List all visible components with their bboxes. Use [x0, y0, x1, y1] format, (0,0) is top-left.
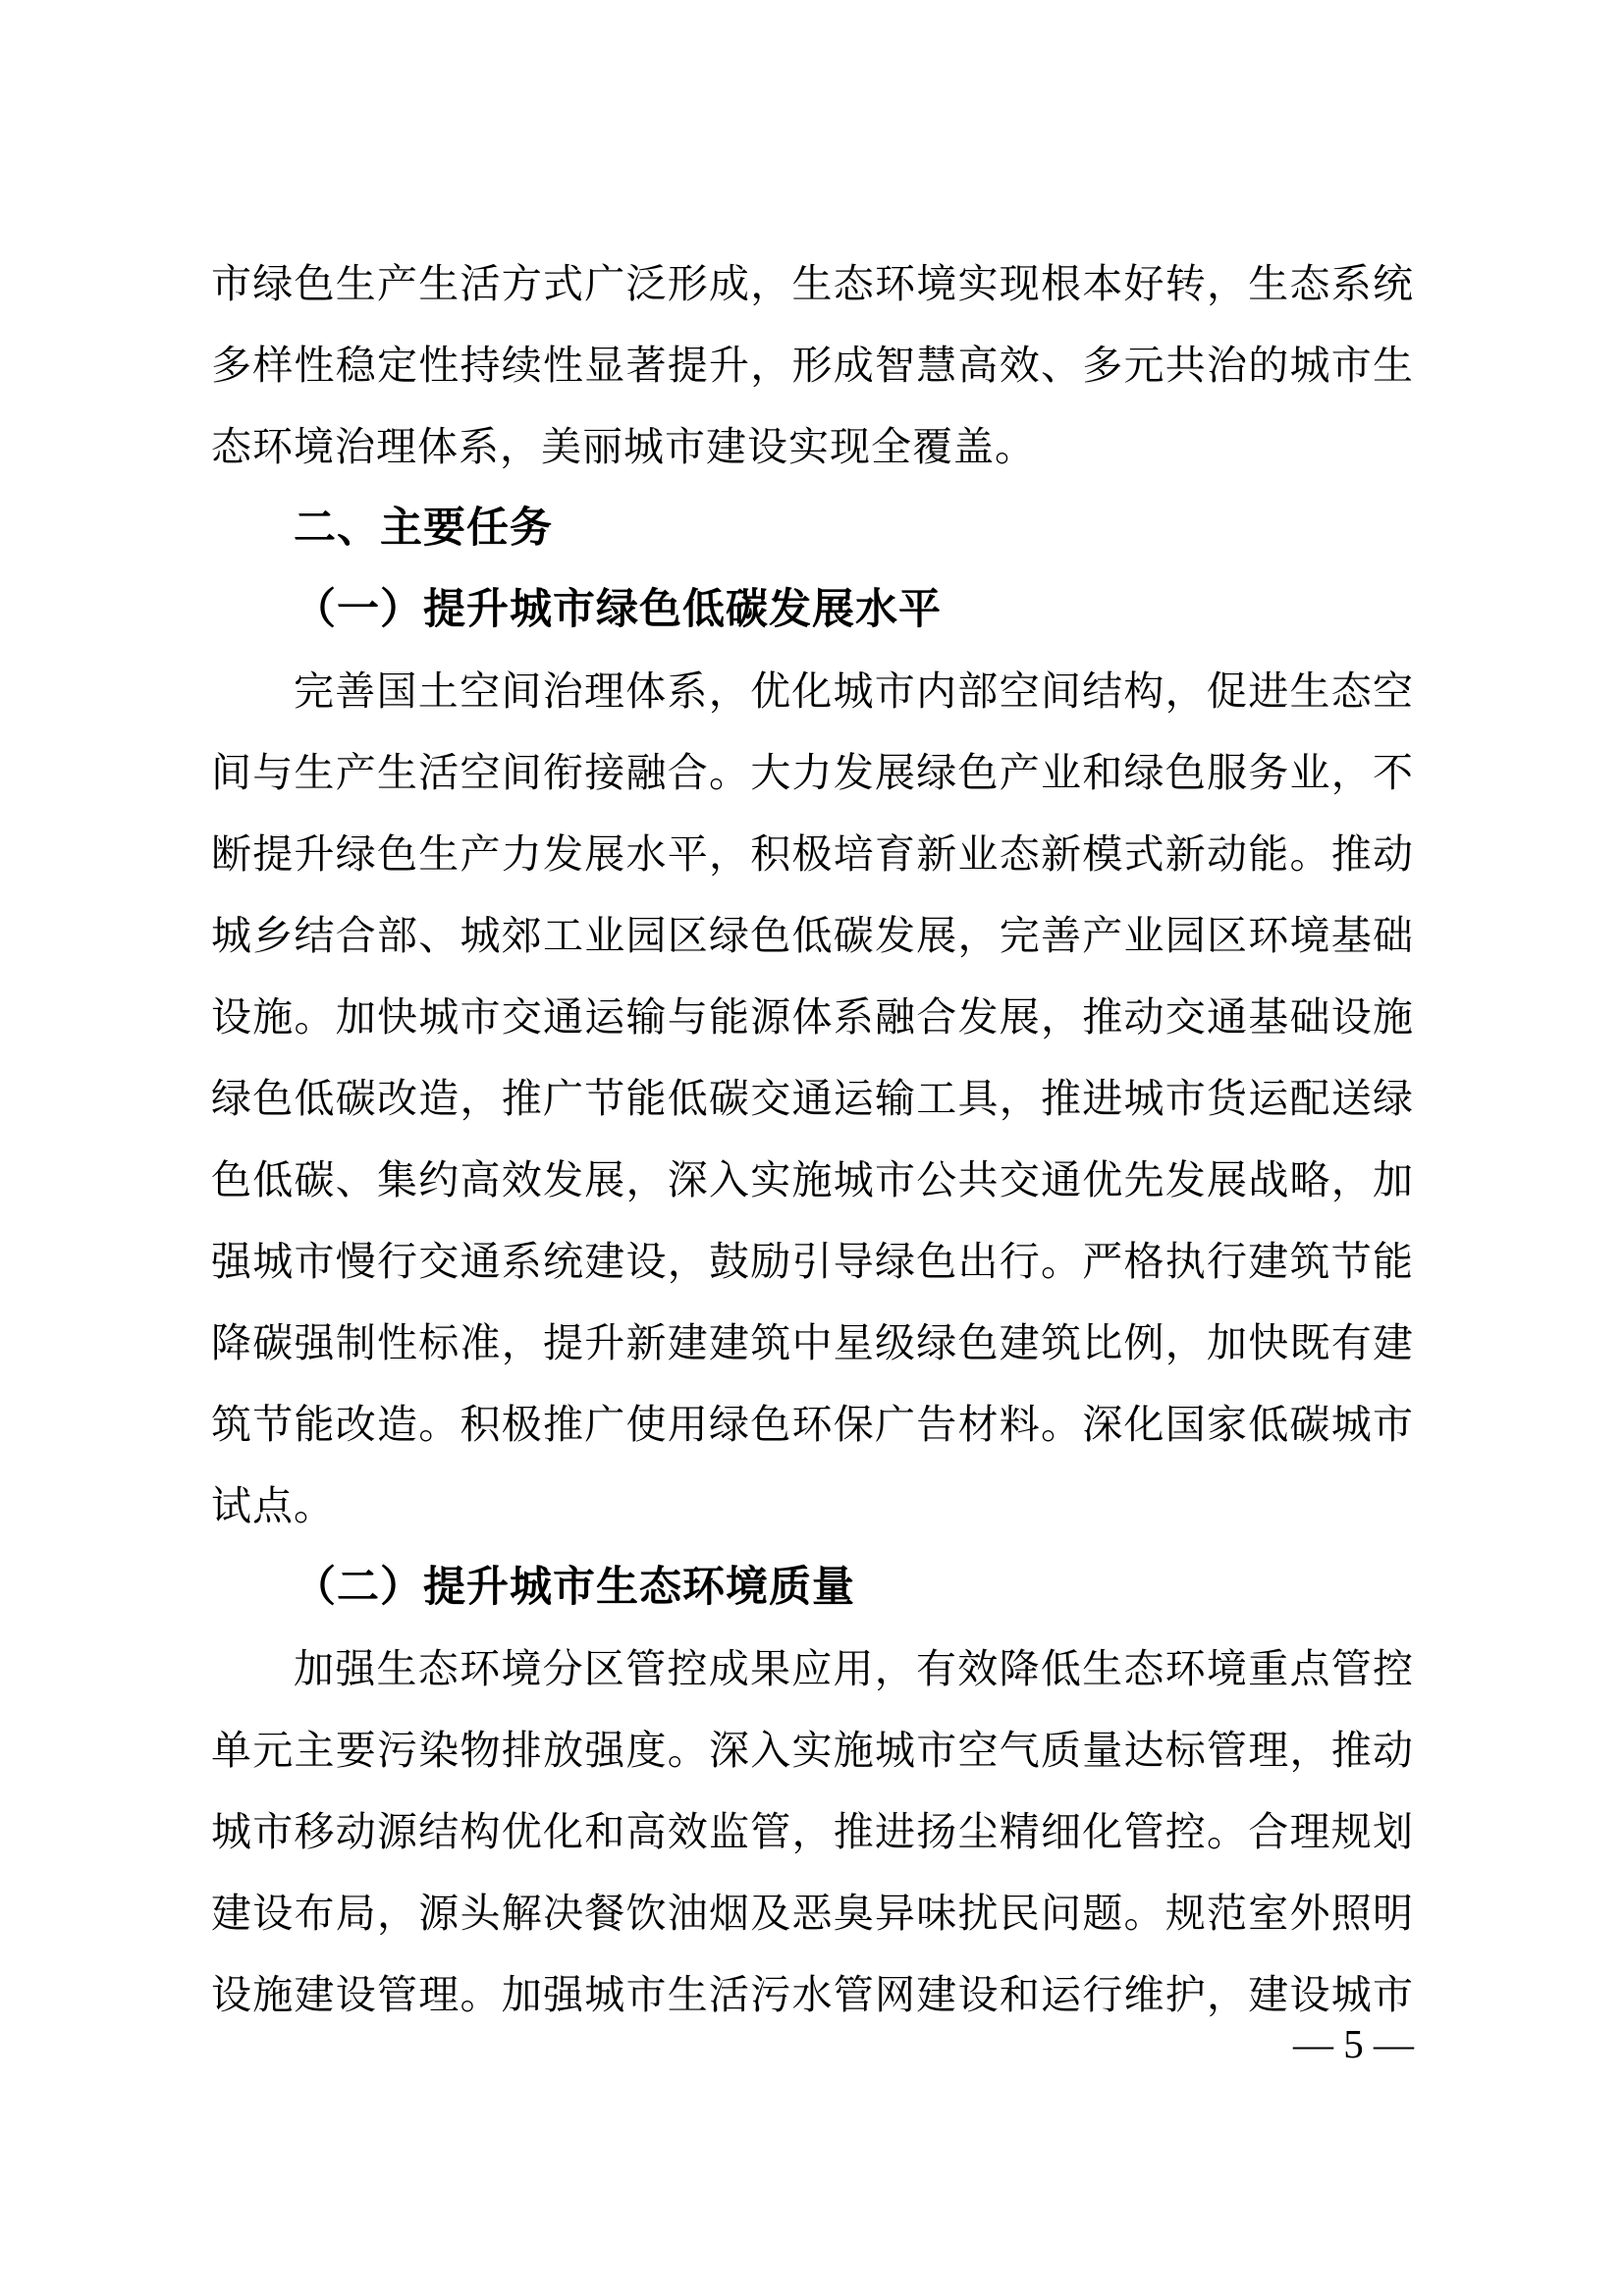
section-heading: （二）提升城市生态环境质量	[294, 1565, 855, 1611]
section-heading: （一）提升城市绿色低碳发展水平	[294, 587, 942, 633]
document-body	[211, 243, 1414, 2036]
text-line: 色低碳、集约高效发展，深入实施城市公共交通优先发展战略，加	[211, 1157, 1414, 1202]
text-line: 态环境治理体系，美丽城市建设实现全覆盖。	[211, 424, 1036, 469]
page-number: — 5 —	[1293, 2021, 1414, 2066]
text-line: 完善国土空间治理体系，优化城市内部空间结构，促进生态空	[294, 668, 1414, 714]
text-line: 多样性稳定性持续性显著提升，形成智慧高效、多元共治的城市生	[211, 343, 1414, 388]
text-line: 加强生态环境分区管控成果应用，有效降低生态环境重点管控	[294, 1646, 1414, 1691]
text-line: 间与生产生活空间衔接融合。大力发展绿色产业和绿色服务业，不	[211, 750, 1414, 795]
text-line: 设施建设管理。加强城市生活污水管网建设和运行维护，建设城市	[211, 1972, 1414, 2017]
text-line: 设施。加快城市交通运输与能源体系融合发展，推动交通基础设施	[211, 994, 1414, 1040]
text-line: 试点。	[211, 1483, 335, 1528]
text-line: 城乡结合部、城郊工业园区绿色低碳发展，完善产业园区环境基础	[211, 913, 1414, 958]
section-heading: 二、主要任务	[294, 505, 553, 552]
text-line: 绿色低碳改造，推广节能低碳交通运输工具，推进城市货运配送绿	[211, 1076, 1414, 1121]
text-line: 城市移动源结构优化和高效监管，推进扬尘精细化管控。合理规划	[211, 1809, 1414, 1854]
text-line: 强城市慢行交通系统建设，鼓励引导绿色出行。严格执行建筑节能	[211, 1239, 1414, 1284]
text-line: 降碳强制性标准，提升新建建筑中星级绿色建筑比例，加快既有建	[211, 1320, 1414, 1365]
text-line: 单元主要污染物排放强度。深入实施城市空气质量达标管理，推动	[211, 1728, 1414, 1773]
text-line: 断提升绿色生产力发展水平，积极培育新业态新模式新动能。推动	[211, 831, 1414, 877]
text-line: 市绿色生产生活方式广泛形成，生态环境实现根本好转，生态系统	[211, 261, 1414, 306]
text-line: 建设布局，源头解决餐饮油烟及恶臭异味扰民问题。规范室外照明	[211, 1891, 1414, 1936]
text-line: 筑节能改造。积极推广使用绿色环保广告材料。深化国家低碳城市	[211, 1402, 1414, 1447]
